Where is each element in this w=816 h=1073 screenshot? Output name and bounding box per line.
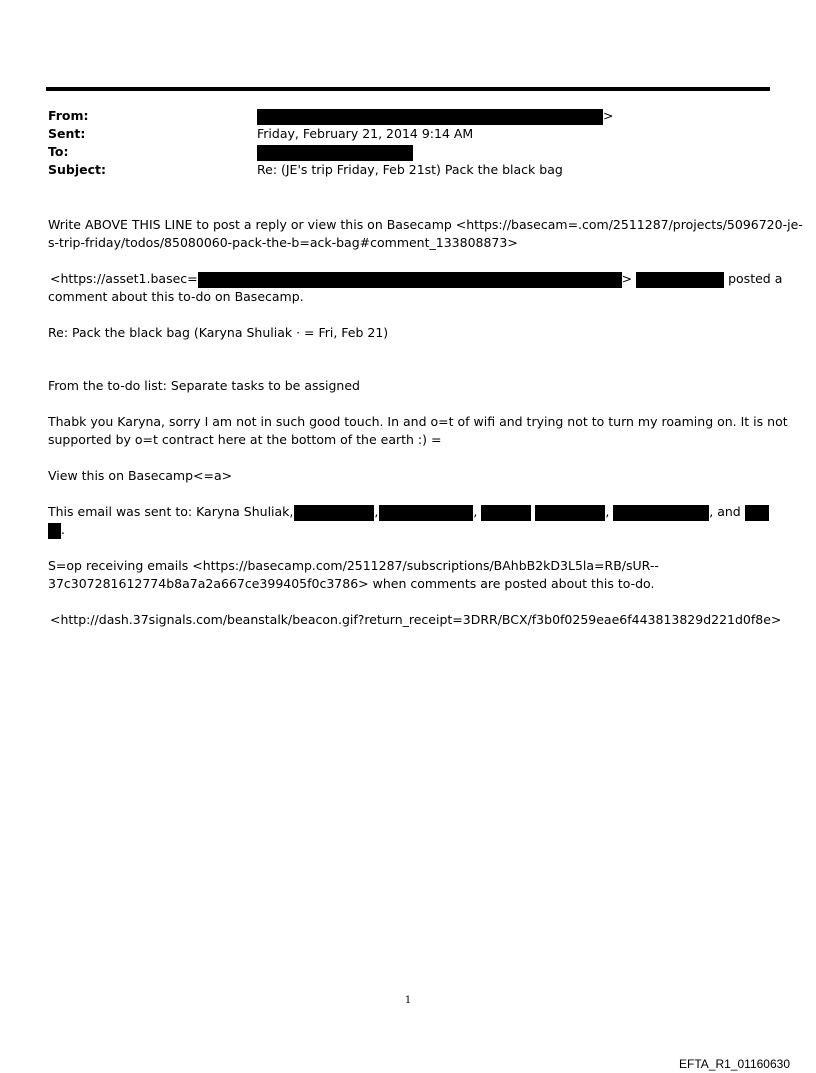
redaction-box	[48, 523, 61, 539]
to-label: To:	[48, 144, 69, 159]
redaction-box	[257, 109, 603, 125]
to-value	[257, 143, 413, 161]
sent-to-line	[48, 503, 772, 521]
stop-line-2: 37c307281612774b8a7a2a667ce399405f0c3786> when comments are posted about this to-do.	[48, 576, 655, 591]
sent-to-line-2	[48, 521, 772, 539]
redaction-box	[379, 505, 473, 521]
thanks-line-2: supported by o=t contract here at the bottom of the earth :) =	[48, 432, 442, 447]
header-rule	[46, 87, 770, 91]
redaction-box	[198, 272, 622, 288]
subject-label: Subject:	[48, 162, 106, 177]
redaction-box	[294, 505, 374, 521]
beacon-link[interactable]: <http://dash.37signals.com/beanstalk/beacon.gif?return_receipt=3DRR/BCX/f3b0f0259eae6f443813829d221d0f8e>	[50, 612, 782, 627]
stop-line-1[interactable]: S=op receiving emails <https://basecamp.com/2511287/subscriptions/BAhbB2kD3L5la=RB/sUR--	[48, 558, 659, 573]
from-tail: >	[603, 108, 614, 123]
asset-suffix: posted a	[728, 271, 783, 286]
asset-line	[50, 270, 783, 288]
redaction-box	[745, 505, 769, 521]
comma: ,	[374, 504, 379, 519]
comma: ,	[473, 504, 478, 519]
todo-list-line: From the to-do list: Separate tasks to be assigned	[48, 378, 360, 393]
from-value	[257, 107, 613, 125]
period: .	[61, 522, 65, 537]
write-above-line-1: Write ABOVE THIS LINE to post a reply or view this on Basecamp <https://basecam=.com/2511287/projects/5096720-je-	[48, 217, 803, 232]
write-above-line-2: s-trip-friday/todos/85080060-pack-the-b=ack-bag#comment_133808873>	[48, 235, 518, 250]
and-word: , and	[709, 504, 741, 519]
redaction-box	[481, 505, 531, 521]
bates-number: EFTA_R1_01160630	[679, 1057, 790, 1071]
asset-line-2: comment about this to-do on Basecamp.	[48, 289, 304, 304]
view-on-basecamp-link[interactable]: View this on Basecamp<=a>	[48, 468, 233, 483]
page-number: 1	[404, 995, 412, 1006]
sent-label: Sent:	[48, 126, 86, 141]
sent-value: Friday, February 21, 2014 9:14 AM	[257, 126, 474, 141]
thanks-line-1: Thabk you Karyna, sorry I am not in such good touch. In and o=t of wifi and trying not to turn my roaming on. It is not	[48, 414, 788, 429]
sent-to-prefix: This email was sent to: Karyna Shuliak,	[48, 504, 294, 519]
redaction-box	[636, 272, 724, 288]
from-label: From:	[48, 108, 89, 123]
subject-value: Re: (JE's trip Friday, Feb 21st) Pack the black bag	[257, 162, 563, 177]
asset-prefix: <https://asset1.basec=	[50, 271, 198, 286]
re-line: Re: Pack the black bag (Karyna Shuliak · = Fri, Feb 21)	[48, 325, 389, 340]
redaction-box	[257, 145, 413, 161]
asset-mid: >	[621, 271, 633, 286]
comma: ,	[605, 504, 610, 519]
redaction-box	[535, 505, 605, 521]
redaction-box	[613, 505, 709, 521]
